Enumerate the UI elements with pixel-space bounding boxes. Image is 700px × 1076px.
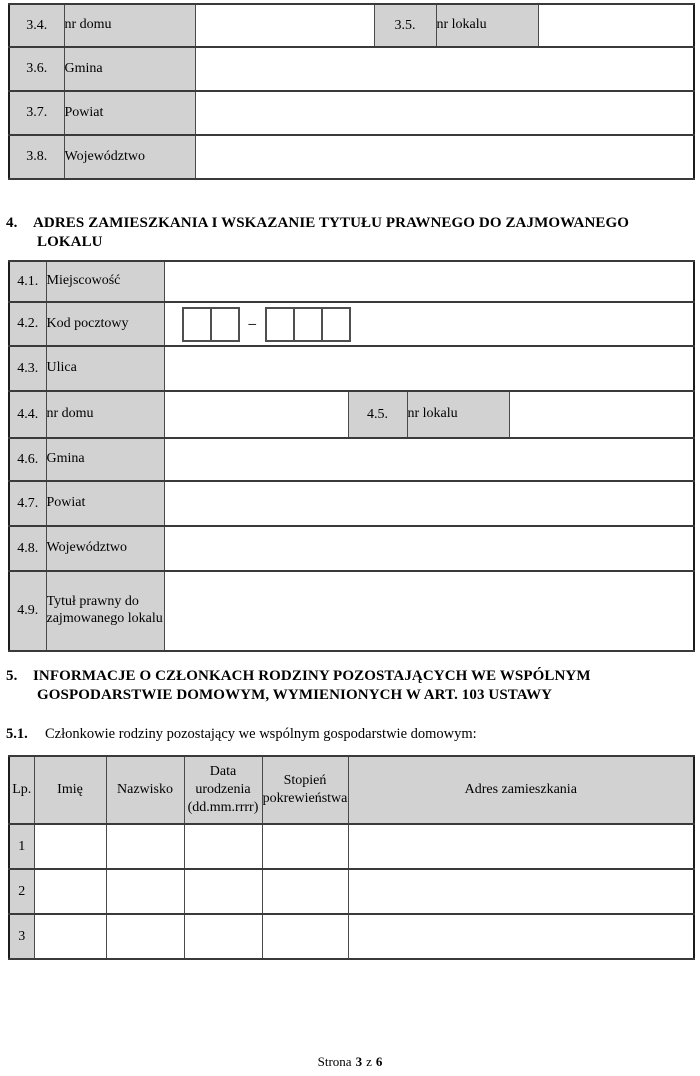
family-members-table <box>8 755 695 960</box>
field-value-cell[interactable] <box>106 869 184 914</box>
field-value-cell[interactable] <box>164 438 694 481</box>
field-label-cell: Ulica <box>46 346 164 391</box>
section-title <box>33 667 591 705</box>
row-number-cell: 4.5. <box>348 391 407 438</box>
field-value-cell[interactable] <box>509 391 694 438</box>
column-header-kinship: Stopień pokrewieństwa <box>262 756 348 824</box>
section-4-heading <box>6 214 629 252</box>
field-value-cell[interactable] <box>106 914 184 959</box>
field-label-cell: Powiat <box>46 481 164 526</box>
postal-code-box[interactable] <box>265 307 295 342</box>
section-number: 4. <box>6 215 18 231</box>
postal-code-box[interactable] <box>182 307 212 342</box>
row-number-cell: 4.2. <box>9 302 46 346</box>
field-label-cell: nr domu <box>64 4 195 47</box>
row-number-cell: 3.4. <box>9 4 64 47</box>
table-row <box>9 135 694 179</box>
field-label-cell: Miejscowość <box>46 261 164 302</box>
field-value-cell[interactable] <box>195 91 694 135</box>
row-number-cell: 4.6. <box>9 438 46 481</box>
table-row <box>9 302 694 346</box>
row-number-cell: 4.8. <box>9 526 46 571</box>
field-value-cell[interactable] <box>262 869 348 914</box>
field-value-cell[interactable] <box>164 481 694 526</box>
subsection-text: Członkowie rodziny pozostający we wspólnym gospodarstwie domowym: <box>45 726 477 742</box>
field-label-cell: Gmina <box>64 47 195 91</box>
page-footer <box>0 1054 700 1070</box>
section-5-heading <box>6 667 591 705</box>
postal-code-boxes <box>182 307 694 342</box>
row-number-cell: 4.9. <box>9 571 46 651</box>
section-title-line1: ADRES ZAMIESZKANIA I WSKAZANIE TYTUŁU PRAWNEGO DO ZAJMOWANEGO <box>33 215 630 231</box>
field-value-cell[interactable] <box>538 4 694 47</box>
field-value-cell[interactable] <box>262 824 348 869</box>
row-number-cell: 4.1. <box>9 261 46 302</box>
field-value-cell[interactable] <box>164 261 694 302</box>
table-row <box>9 914 694 959</box>
table-row <box>9 346 694 391</box>
table-row <box>9 261 694 302</box>
field-label-cell: Województwo <box>46 526 164 571</box>
column-header-birth-date: Data urodzenia (dd.mm.rrrr) <box>184 756 262 824</box>
row-number-cell: 3.6. <box>9 47 64 91</box>
column-header-lp: Lp. <box>9 756 34 824</box>
field-value-cell[interactable] <box>34 869 106 914</box>
section-title-line2: GOSPODARSTWIE DOMOWYM, WYMIENIONYCH W ART. 103 USTAWY <box>37 687 553 703</box>
field-label-cell: Gmina <box>46 438 164 481</box>
row-number-cell: 3.7. <box>9 91 64 135</box>
field-value-cell[interactable] <box>348 914 694 959</box>
subsection-5-1-line <box>6 726 477 743</box>
field-value-cell[interactable] <box>262 914 348 959</box>
table-row <box>9 91 694 135</box>
field-label-cell: Kod pocztowy <box>46 302 164 346</box>
table-row <box>9 869 694 914</box>
row-number-cell: 4.3. <box>9 346 46 391</box>
table-row <box>9 4 694 47</box>
column-header-first-name: Imię <box>34 756 106 824</box>
field-value-cell[interactable] <box>348 824 694 869</box>
field-value-cell[interactable] <box>195 47 694 91</box>
section-number: 5. <box>6 668 18 684</box>
table-row <box>9 438 694 481</box>
row-number-cell: 4.4. <box>9 391 46 438</box>
table-row <box>9 571 694 651</box>
postal-code-separator: – <box>248 315 256 332</box>
section-title-line1: INFORMACJE O CZŁONKACH RODZINY POZOSTAJĄCYCH WE WSPÓLNYM <box>33 668 591 684</box>
field-value-cell[interactable] <box>184 824 262 869</box>
row-number-cell: 1 <box>9 824 34 869</box>
postal-code-cell <box>164 302 694 346</box>
row-number-cell: 3.8. <box>9 135 64 179</box>
table-row <box>9 526 694 571</box>
field-value-cell[interactable] <box>348 869 694 914</box>
column-header-address: Adres zamieszkania <box>348 756 694 824</box>
field-value-cell[interactable] <box>184 869 262 914</box>
field-value-cell[interactable] <box>195 4 374 47</box>
section-title <box>33 214 629 252</box>
field-value-cell[interactable] <box>34 914 106 959</box>
address-table-section4 <box>8 260 695 652</box>
footer-label: Strona <box>317 1054 352 1069</box>
field-value-cell[interactable] <box>164 346 694 391</box>
field-value-cell[interactable] <box>164 571 694 651</box>
table-row <box>9 824 694 869</box>
field-label-cell: Województwo <box>64 135 195 179</box>
address-table-section3 <box>8 3 695 180</box>
field-label-cell: Tytuł prawny do zajmowanego lokalu <box>46 571 164 651</box>
table-row <box>9 481 694 526</box>
field-label-cell: nr lokalu <box>407 391 509 438</box>
section-title-line2: LOKALU <box>37 234 103 250</box>
row-number-cell: 4.7. <box>9 481 46 526</box>
column-header-last-name: Nazwisko <box>106 756 184 824</box>
table-row <box>9 391 694 438</box>
footer-of-label: z <box>366 1054 372 1069</box>
postal-code-box[interactable] <box>210 307 240 342</box>
field-label-cell: nr domu <box>46 391 164 438</box>
postal-code-group1 <box>182 307 240 342</box>
field-label-cell: nr lokalu <box>436 4 538 47</box>
field-value-cell[interactable] <box>164 526 694 571</box>
field-value-cell[interactable] <box>195 135 694 179</box>
subsection-number: 5.1. <box>6 726 28 742</box>
field-label-cell: Powiat <box>64 91 195 135</box>
footer-page-number: 3 <box>355 1054 363 1069</box>
row-number-cell: 2 <box>9 869 34 914</box>
field-value-cell[interactable] <box>34 824 106 869</box>
row-number-cell: 3.5. <box>374 4 436 47</box>
row-number-cell: 3 <box>9 914 34 959</box>
field-value-cell[interactable] <box>164 391 348 438</box>
field-value-cell[interactable] <box>184 914 262 959</box>
field-value-cell[interactable] <box>106 824 184 869</box>
footer-total-pages: 6 <box>375 1054 383 1069</box>
table-row <box>9 47 694 91</box>
postal-code-box[interactable] <box>321 307 351 342</box>
postal-code-box[interactable] <box>293 307 323 342</box>
postal-code-group2 <box>265 307 351 342</box>
table-header-row <box>9 756 694 824</box>
